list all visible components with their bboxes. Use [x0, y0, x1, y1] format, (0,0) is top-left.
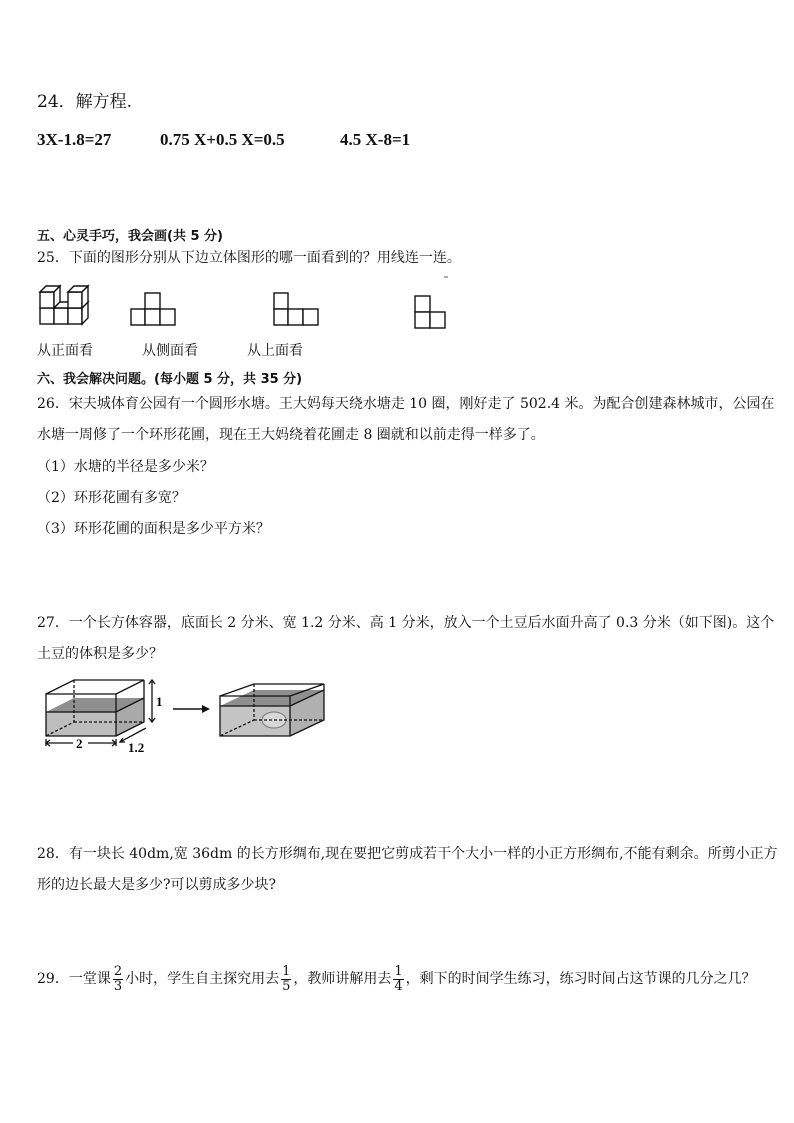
- q27-dim-width: 1.2: [128, 740, 145, 755]
- q26-line-2: 水塘一周修了一个环形花圃，现在王大妈绕着花圃走 8 圈就和以前走得一样多了。: [37, 427, 545, 443]
- q29-text-4: ，剩下的时间学生练习，练习时间占这节课的几分之几？: [405, 971, 756, 987]
- q28-line-2: 形的边长最大是多少?可以剪成多少块?: [37, 877, 277, 893]
- q26-line-1: 26．宋夫城体育公园有一个圆形水塘。王大妈每天绕水塘走 10 圈，刚好走了 502.4 米。为配合创建森林城市，公园在: [37, 396, 775, 412]
- q24-equation-1: 3X-1.8=27: [37, 130, 112, 149]
- q25-label-side: 从侧面看: [142, 343, 198, 359]
- q25-label-front: 从正面看: [37, 343, 93, 359]
- q24-title: 24．解方程.: [37, 92, 133, 112]
- q25-view-2: [273, 292, 319, 326]
- q25-view-3: [414, 276, 448, 330]
- q25-label-top: 从上面看: [247, 343, 303, 359]
- q29-fraction-1-4: $\frac{1}{4}$: [394, 963, 403, 994]
- q28-line-1: 28．有一块长 40dm,宽 36dm 的长方形绸布,现在要把它剪成若干个大小一样的小正方形绸布,不能有剩余。所剪小正方: [37, 846, 778, 862]
- q24-equation-3: 4.5 X-8=1: [340, 130, 411, 149]
- q27-container-before: [40, 676, 180, 766]
- q29-text-3: ，教师讲解用去: [293, 971, 392, 987]
- q27-dim-length: 2: [76, 736, 83, 751]
- q25-text: 25．下面的图形分别从下边立体图形的哪一面看到的？用线连一连。: [37, 250, 461, 266]
- q26-sub-3: （3）环形花圃的面积是多少平方米？: [37, 521, 270, 537]
- section-6-heading: 六、我会解决问题。(每小题 5 分，共 35 分): [37, 372, 303, 387]
- q27-arrow-icon: [172, 703, 212, 715]
- q29-text-1: 29．一堂课: [37, 971, 111, 987]
- q27-dim-height: 1: [156, 694, 163, 709]
- q25-solid-figure: [38, 284, 102, 328]
- section-5-heading: 五、心灵手巧，我会画(共 5 分): [37, 229, 223, 244]
- q25-view-1: [130, 292, 176, 326]
- q24-equation-2: 0.75 X+0.5 X=0.5: [160, 130, 285, 149]
- q27-container-after: [216, 680, 332, 744]
- q27-line-2: 土豆的体积是多少？: [37, 646, 163, 662]
- q29-fraction-1-5: $\frac{1}{5}$: [282, 963, 291, 994]
- q29-text-2: 小时，学生自主探究用去: [125, 971, 280, 987]
- q26-sub-1: （1）水塘的半径是多少米？: [37, 459, 214, 475]
- q29-fraction-2-3: $\frac{2}{3}$: [113, 963, 123, 994]
- q29-line: [37, 962, 756, 996]
- q26-sub-2: （2）环形花圃有多宽？: [37, 490, 186, 506]
- q27-line-1: 27．一个长方体容器，底面长 2 分米、宽 1.2 分米、高 1 分米，放入一个土豆后水面升高了 0.3 分米（如下图)。这个: [37, 615, 775, 631]
